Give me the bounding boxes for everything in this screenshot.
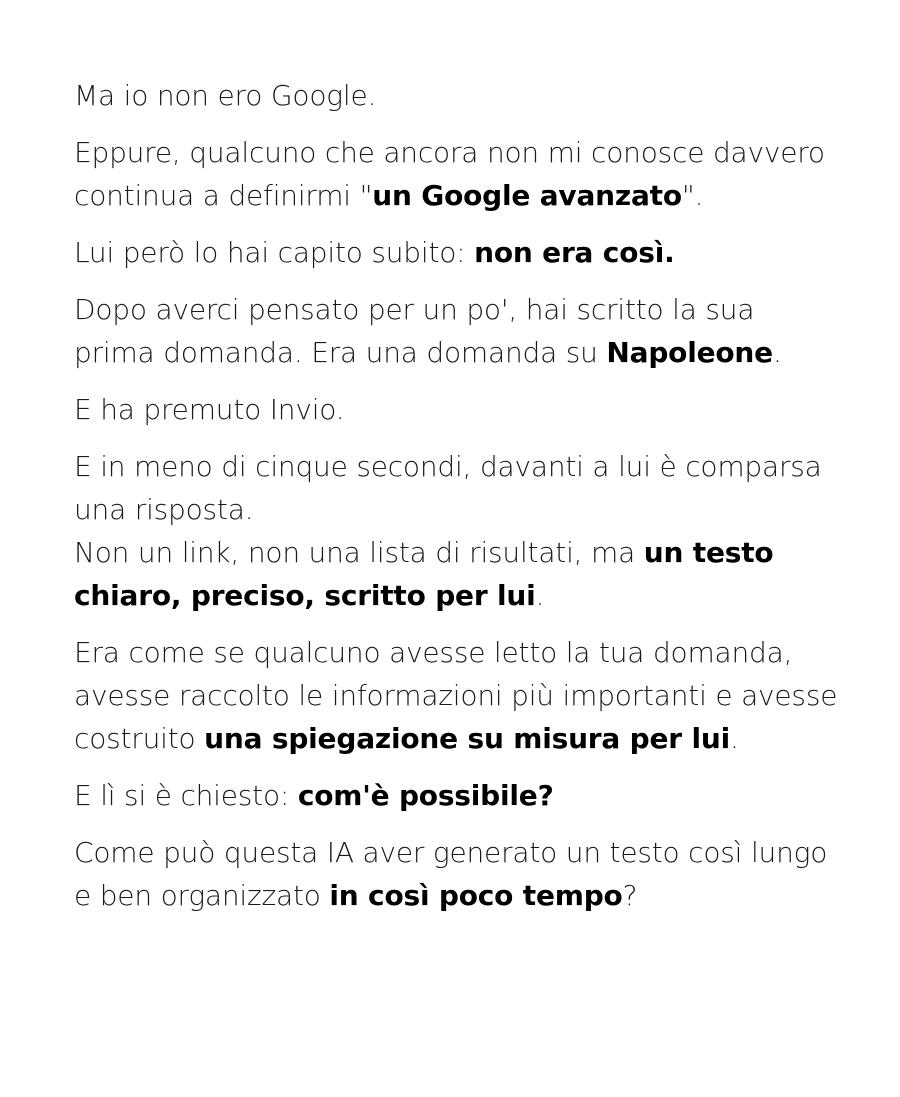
body-text: continua a definirmi " xyxy=(74,179,373,212)
text-line xyxy=(74,388,864,431)
text-line xyxy=(74,74,864,117)
text-line xyxy=(74,874,864,917)
body-text: prima domanda. Era una domanda su xyxy=(74,336,607,369)
paragraph xyxy=(74,131,864,217)
body-text: Come può questa IA aver generato un testo così lungo xyxy=(74,836,828,869)
bold-text: com'è possibile? xyxy=(297,779,554,812)
body-text: e ben organizzato xyxy=(74,879,330,912)
paragraph xyxy=(74,388,864,431)
text-line xyxy=(74,331,864,374)
paragraph xyxy=(74,288,864,374)
text-line xyxy=(74,531,864,574)
bold-text: Napoleone xyxy=(606,336,773,369)
body-text: . xyxy=(729,722,739,755)
text-line xyxy=(74,131,864,174)
body-text: E in meno di cinque secondi, davanti a lui è comparsa xyxy=(74,450,822,483)
text-line xyxy=(74,631,864,674)
text-line xyxy=(74,831,864,874)
document-body xyxy=(74,74,864,931)
text-line xyxy=(74,574,864,617)
body-text: . xyxy=(772,336,782,369)
body-text: Ma io non ero Google. xyxy=(74,79,377,112)
text-line xyxy=(74,774,864,817)
bold-text: non era così. xyxy=(474,236,675,269)
body-text: Lui però lo hai capito subito: xyxy=(74,236,475,269)
bold-text: in così poco tempo xyxy=(329,879,623,912)
paragraph xyxy=(74,774,864,817)
body-text: avesse raccolto le informazioni più importanti e avesse xyxy=(74,679,838,712)
body-text: ". xyxy=(681,179,704,212)
text-line xyxy=(74,174,864,217)
text-line xyxy=(74,674,864,717)
body-text: ? xyxy=(622,879,638,912)
paragraph xyxy=(74,74,864,117)
paragraph xyxy=(74,231,864,274)
body-text: Non un link, non una lista di risultati, ma xyxy=(74,536,644,569)
body-text: una risposta. xyxy=(74,493,254,526)
body-text: costruito xyxy=(74,722,205,755)
body-text: Era come se qualcuno avesse letto la tua domanda, xyxy=(74,636,793,669)
body-text: E lì si è chiesto: xyxy=(74,779,298,812)
paragraph xyxy=(74,831,864,917)
bold-text: chiaro, preciso, scritto per lui xyxy=(74,579,536,612)
body-text: . xyxy=(535,579,545,612)
text-line xyxy=(74,231,864,274)
text-line xyxy=(74,445,864,488)
bold-text: una spiegazione su misura per lui xyxy=(204,722,730,755)
body-text: Dopo averci pensato per un po', hai scritto la sua xyxy=(74,293,755,326)
bold-text: un Google avanzato xyxy=(372,179,682,212)
body-text: E ha premuto Invio. xyxy=(74,393,345,426)
text-line xyxy=(74,717,864,760)
paragraph xyxy=(74,445,864,617)
body-text: Eppure, qualcuno che ancora non mi conosce davvero xyxy=(74,136,825,169)
text-line xyxy=(74,288,864,331)
text-line xyxy=(74,488,864,531)
paragraph xyxy=(74,631,864,760)
bold-text: un testo xyxy=(643,536,774,569)
